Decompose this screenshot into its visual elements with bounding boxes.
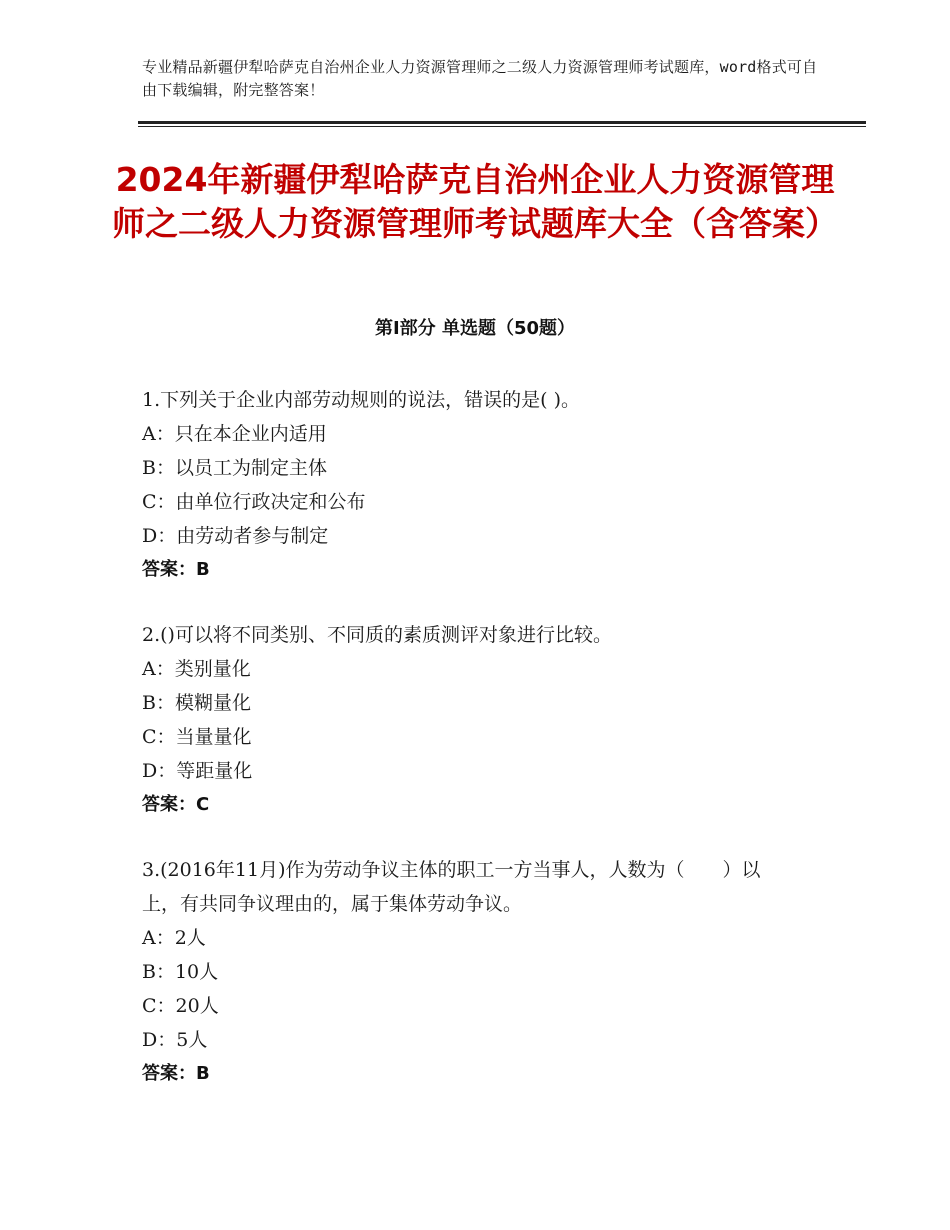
question-3	[142, 853, 822, 1091]
answer-line: 答案：B	[142, 559, 210, 580]
question-stem: 1.下列关于企业内部劳动规则的说法，错误的是( )。	[142, 389, 580, 411]
header-divider-thick	[138, 121, 866, 124]
option-a: A：只在本企业内适用	[142, 423, 327, 445]
option-d: D：5人	[142, 1029, 208, 1051]
answer-line: 答案：B	[142, 1063, 210, 1084]
option-d: D：等距量化	[142, 760, 253, 782]
option-b: B：10人	[142, 961, 219, 983]
question-1	[142, 383, 822, 587]
option-a: A：2人	[142, 927, 206, 949]
header-note: 专业精品新疆伊犁哈萨克自治州企业人力资源管理师之二级人力资源管理师考试题库，word格式可自由下载编辑，附完整答案！	[142, 58, 818, 99]
option-c: C：20人	[142, 995, 219, 1017]
question-2	[142, 618, 822, 822]
question-stem: 3.(2016年11月)作为劳动争议主体的职工一方当事人，人数为（ ）以上，有共同争议理由的，属于集体劳动争议。	[142, 859, 761, 915]
option-a: A：类别量化	[142, 658, 251, 680]
option-b: B：以员工为制定主体	[142, 457, 327, 479]
question-stem: 2.()可以将不同类别、不同质的素质测评对象进行比较。	[142, 624, 612, 646]
option-d: D：由劳动者参与制定	[142, 525, 329, 547]
option-b: B：模糊量化	[142, 692, 251, 714]
option-c: C：由单位行政决定和公布	[142, 491, 366, 513]
section-heading: 第Ⅰ部分 单选题（50题）	[374, 318, 575, 339]
document-title: 2024年新疆伊犁哈萨克自治州企业人力资源管理师之二级人力资源管理师考试题库大全（含答案）	[112, 160, 838, 243]
answer-line: 答案：C	[142, 794, 210, 815]
question-list	[142, 383, 822, 1122]
option-c: C：当量量化	[142, 726, 252, 748]
header-divider-thin	[138, 126, 866, 127]
